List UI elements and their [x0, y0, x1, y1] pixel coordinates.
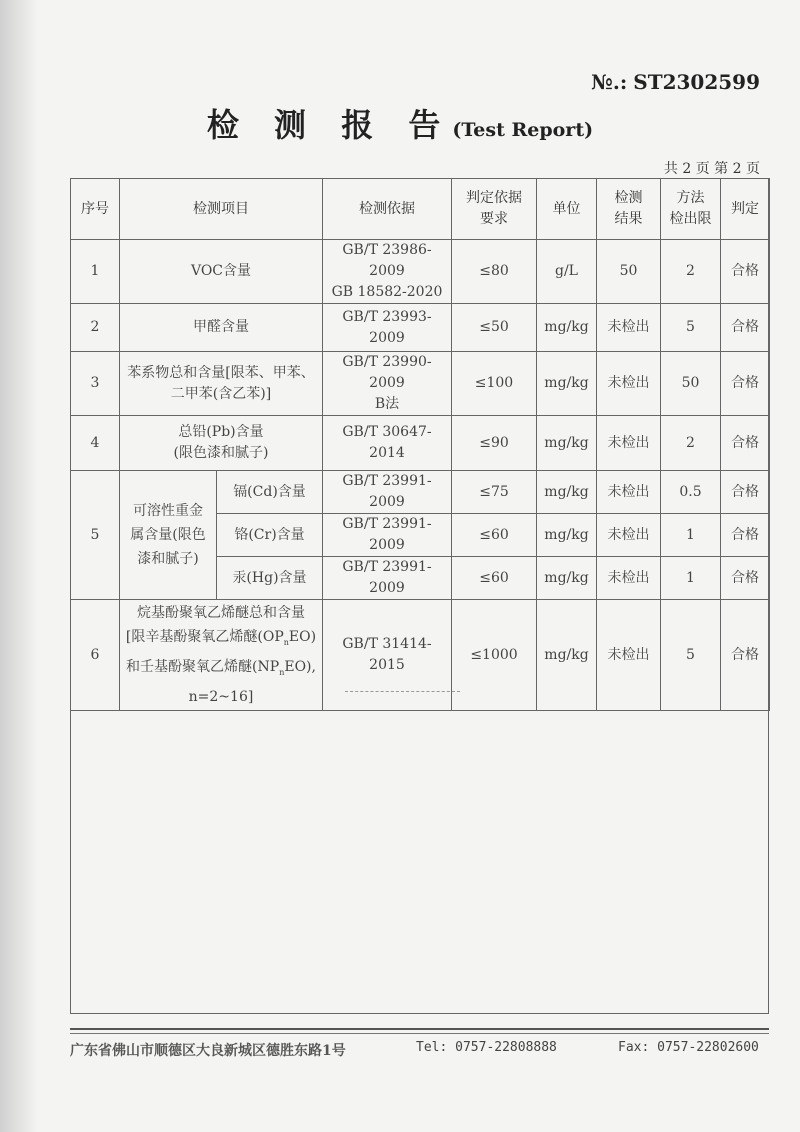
row-result: 50: [597, 240, 661, 304]
row-unit: mg/kg: [537, 352, 597, 416]
row-limit: 1: [661, 514, 721, 557]
row-verdict: 合格: [721, 352, 770, 416]
row-basis: GB/T 23990-2009 B法: [323, 352, 452, 416]
row-item: 烷基酚聚氧乙烯醚总和含量 [限辛基酚聚氧乙烯醚$(OP_nEO)$ 和壬基酚聚氧乙烯醚$(NP_nEO)$, n=2~16]: [120, 600, 323, 711]
header-verdict: 判定: [721, 179, 770, 240]
row-result: 未检出: [597, 304, 661, 352]
row-result: 未检出: [597, 557, 661, 600]
row-limit: 5: [661, 600, 721, 711]
row-basis: GB/T 23991-2009: [323, 471, 452, 514]
row-basis: GB/T 23991-2009: [323, 557, 452, 600]
row-seq: 5: [71, 471, 120, 600]
title-english: (Test Report): [452, 119, 594, 141]
table-header-row: [71, 179, 770, 240]
row-unit: mg/kg: [537, 557, 597, 600]
report-number: [591, 70, 760, 94]
row-seq: 4: [71, 416, 120, 471]
row-seq: 2: [71, 304, 120, 352]
header-unit: 单位: [537, 179, 597, 240]
row-requirement: ≤80: [452, 240, 537, 304]
table-row: [71, 471, 770, 514]
row-unit: g/L: [537, 240, 597, 304]
row-requirement: ≤100: [452, 352, 537, 416]
row-sub-item: 镉(Cd)含量: [217, 471, 323, 514]
row-result: 未检出: [597, 471, 661, 514]
row-basis: GB/T 23993-2009: [323, 304, 452, 352]
row-sub-item: 汞(Hg)含量: [217, 557, 323, 600]
report-number-label: №.:: [591, 70, 628, 94]
header-basis: 检测依据: [323, 179, 452, 240]
row-verdict: 合格: [721, 416, 770, 471]
row-limit: 0.5: [661, 471, 721, 514]
row-unit: mg/kg: [537, 416, 597, 471]
row-unit: mg/kg: [537, 600, 597, 711]
footer-fax: Fax: 0757-22802600: [618, 1040, 759, 1055]
row-basis: GB/T 23986-2009 GB 18582-2020: [323, 240, 452, 304]
row-requirement: ≤60: [452, 557, 537, 600]
scan-shadow: [0, 0, 38, 1132]
table-row: [71, 600, 770, 711]
row-basis: GB/T 23991-2009: [323, 514, 452, 557]
row-result: 未检出: [597, 352, 661, 416]
row-item: 总铅(Pb)含量 (限色漆和腻子): [120, 416, 323, 471]
header-item: 检测项目: [120, 179, 323, 240]
row-seq: 1: [71, 240, 120, 304]
row-verdict: 合格: [721, 557, 770, 600]
row-limit: 50: [661, 352, 721, 416]
header-limit: 方法 检出限: [661, 179, 721, 240]
row-seq: 3: [71, 352, 120, 416]
row-verdict: 合格: [721, 471, 770, 514]
row-limit: 2: [661, 240, 721, 304]
results-table: [70, 178, 770, 711]
header-result: 检测 结果: [597, 179, 661, 240]
results-table-frame: [70, 178, 769, 1014]
row-verdict: 合格: [721, 304, 770, 352]
row-unit: mg/kg: [537, 514, 597, 557]
footer-address: 广东省佛山市顺德区大良新城区德胜东路1号: [70, 1043, 346, 1059]
row-item: 甲醛含量: [120, 304, 323, 352]
header-seq: 序号: [71, 179, 120, 240]
row-basis: GB/T 31414-2015: [323, 600, 452, 711]
table-row: [71, 240, 770, 304]
row-limit: 1: [661, 557, 721, 600]
title-chinese: 检 测 报 告: [206, 106, 453, 144]
table-row: [71, 352, 770, 416]
row-requirement: ≤75: [452, 471, 537, 514]
row-requirement: ≤50: [452, 304, 537, 352]
page-info: 共 2 页 第 2 页: [663, 161, 760, 177]
header-requirement: 判定依据 要求: [452, 179, 537, 240]
row-sub-item: 铬(Cr)含量: [217, 514, 323, 557]
row-basis: GB/T 30647-2014: [323, 416, 452, 471]
row-group-item: 可溶性重金 属含量(限色 漆和腻子): [120, 471, 217, 600]
end-of-table-dashed-line: [345, 691, 460, 692]
table-row: [71, 416, 770, 471]
row-seq: 6: [71, 600, 120, 711]
row-requirement: ≤90: [452, 416, 537, 471]
row-item: 苯系物总和含量[限苯、甲苯、 二甲苯(含乙苯)]: [120, 352, 323, 416]
row-verdict: 合格: [721, 600, 770, 711]
row-requirement: ≤60: [452, 514, 537, 557]
row-item: VOC含量: [120, 240, 323, 304]
footer-divider: [70, 1028, 769, 1030]
row-limit: 2: [661, 416, 721, 471]
report-number-value: ST2302599: [633, 70, 760, 94]
row-requirement: ≤1000: [452, 600, 537, 711]
row-unit: mg/kg: [537, 304, 597, 352]
table-row: [71, 304, 770, 352]
row-limit: 5: [661, 304, 721, 352]
row-verdict: 合格: [721, 240, 770, 304]
row-verdict: 合格: [721, 514, 770, 557]
footer-tel: Tel: 0757-22808888: [416, 1040, 557, 1055]
row-result: 未检出: [597, 600, 661, 711]
row-result: 未检出: [597, 416, 661, 471]
page-title: [0, 100, 800, 146]
row-unit: mg/kg: [537, 471, 597, 514]
footer-divider-thin: [70, 1033, 769, 1034]
row-result: 未检出: [597, 514, 661, 557]
